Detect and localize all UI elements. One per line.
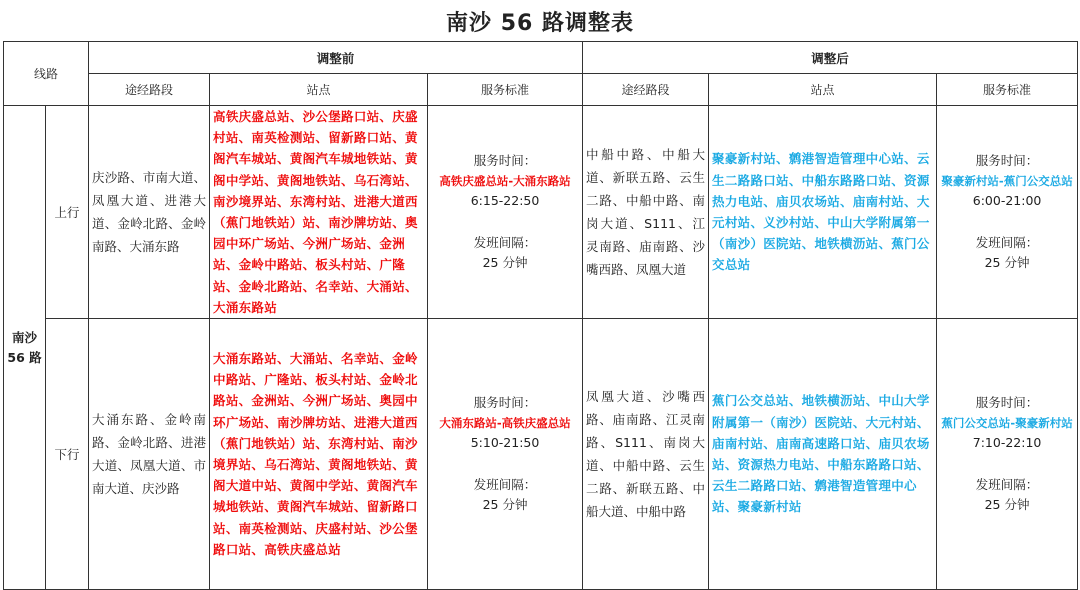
after-service-header: 服务标准 xyxy=(937,74,1078,106)
service-hours: 5:10-21:50 xyxy=(470,435,540,451)
interval-label: 发班间隔： xyxy=(473,235,537,251)
service-hours: 6:15-22:50 xyxy=(470,193,540,209)
service-span: 聚豪新村站-蕉门公交总站 xyxy=(941,174,1073,189)
service-time-label: 服务时间： xyxy=(975,153,1039,169)
before-service-header: 服务标准 xyxy=(428,74,583,106)
interval-value: 25 分钟 xyxy=(984,255,1030,271)
up-before-path: 庆沙路、市南大道、凤凰大道、进港大道、金岭北路、金岭南路、大涌东路 xyxy=(89,106,210,319)
service-span: 大涌东路站-高铁庆盛总站 xyxy=(439,416,571,431)
up-after-path: 中船中路、中船大道、新联五路、云生二路、中船中路、南岗大道、S111、江灵南路、庙南路、沙嘴西路、凤凰大道 xyxy=(583,106,709,319)
interval-label: 发班间隔： xyxy=(473,477,537,493)
before-header: 调整前 xyxy=(89,42,583,74)
interval-value: 25 分钟 xyxy=(984,497,1030,513)
interval-label: 发班间隔： xyxy=(975,235,1039,251)
interval-label: 发班间隔： xyxy=(975,477,1039,493)
service-span: 高铁庆盛总站-大涌东路站 xyxy=(439,174,571,189)
down-row xyxy=(4,319,1078,590)
before-stops-header: 站点 xyxy=(210,74,428,106)
up-after-service xyxy=(937,106,1078,319)
down-before-stops: 大涌东路站、大涌站、名幸站、金岭中路站、广隆站、板头村站、金岭北路站、金洲站、今洲广场站、奥园中环广场站、南沙牌坊站、进港大道西（蕉门地铁站）站、东湾村站、南沙境界站、乌石湾站、黄阁地铁站、黄阁大道中站、黄阁中学站、黄阁汽车城地铁站、黄阁汽车城站、留新路口站、南英检测站、庆盛村站、沙公堡路口站、高铁庆盛总站 xyxy=(210,319,428,590)
after-header: 调整后 xyxy=(583,42,1078,74)
service-time-label: 服务时间： xyxy=(975,395,1039,411)
page-title: 南沙 56 路调整表 xyxy=(446,11,634,36)
up-before-stops: 高铁庆盛总站、沙公堡路口站、庆盛村站、南英检测站、留新路口站、黄阁汽车城站、黄阁汽车城地铁站、黄阁中学站、黄阁地铁站、乌石湾站、南沙境界站、东湾村站、进港大道西（蕉门地铁站）站、南沙牌坊站、奥园中环广场站、今洲广场站、金洲站、金岭中路站、板头村站、广隆站、金岭北路站、名幸站、大涌站、大涌东路站 xyxy=(210,106,428,319)
down-after-stops: 蕉门公交总站、地铁横沥站、中山大学附属第一（南沙）医院站、大元村站、庙南村站、庙南高速路口站、庙贝农场站、资源热力电站、中船东路路口站、云生二路路口站、鹩港智造管理中心站、聚豪新村站 xyxy=(709,319,937,590)
service-hours: 7:10-22:10 xyxy=(972,435,1042,451)
service-span: 蕉门公交总站-聚豪新村站 xyxy=(941,416,1073,431)
up-before-service xyxy=(428,106,583,319)
adjustment-table xyxy=(3,41,1078,590)
down-after-path: 凤凰大道、沙嘴西路、庙南路、江灵南路、S111、南岗大道、中船中路、云生二路、新联五路、中船大道、中船中路 xyxy=(583,319,709,590)
after-stops-header: 站点 xyxy=(709,74,937,106)
after-path-header: 途经路段 xyxy=(583,74,709,106)
service-hours: 6:00-21:00 xyxy=(972,193,1042,209)
interval-value: 25 分钟 xyxy=(482,497,528,513)
up-row xyxy=(4,106,1078,319)
route-name-line2: 56 路 xyxy=(7,349,42,365)
direction-down: 下行 xyxy=(46,319,89,590)
service-time-label: 服务时间： xyxy=(473,395,537,411)
up-after-stops: 聚豪新村站、鹩港智造管理中心站、云生二路路口站、中船东路路口站、资源热力电站、庙贝农场站、庙南村站、大元村站、义沙村站、中山大学附属第一（南沙）医院站、地铁横沥站、蕉门公交总站 xyxy=(709,106,937,319)
down-before-path: 大涌东路、金岭南路、金岭北路、进港大道、凤凰大道、市南大道、庆沙路 xyxy=(89,319,210,590)
before-path-header: 途经路段 xyxy=(89,74,210,106)
direction-up: 上行 xyxy=(46,106,89,319)
service-time-label: 服务时间： xyxy=(473,153,537,169)
down-after-service xyxy=(937,319,1078,590)
route-name-line1: 南沙 xyxy=(11,329,37,345)
line-header: 线路 xyxy=(4,42,89,106)
interval-value: 25 分钟 xyxy=(482,255,528,271)
down-before-service xyxy=(428,319,583,590)
route-name xyxy=(4,106,46,590)
